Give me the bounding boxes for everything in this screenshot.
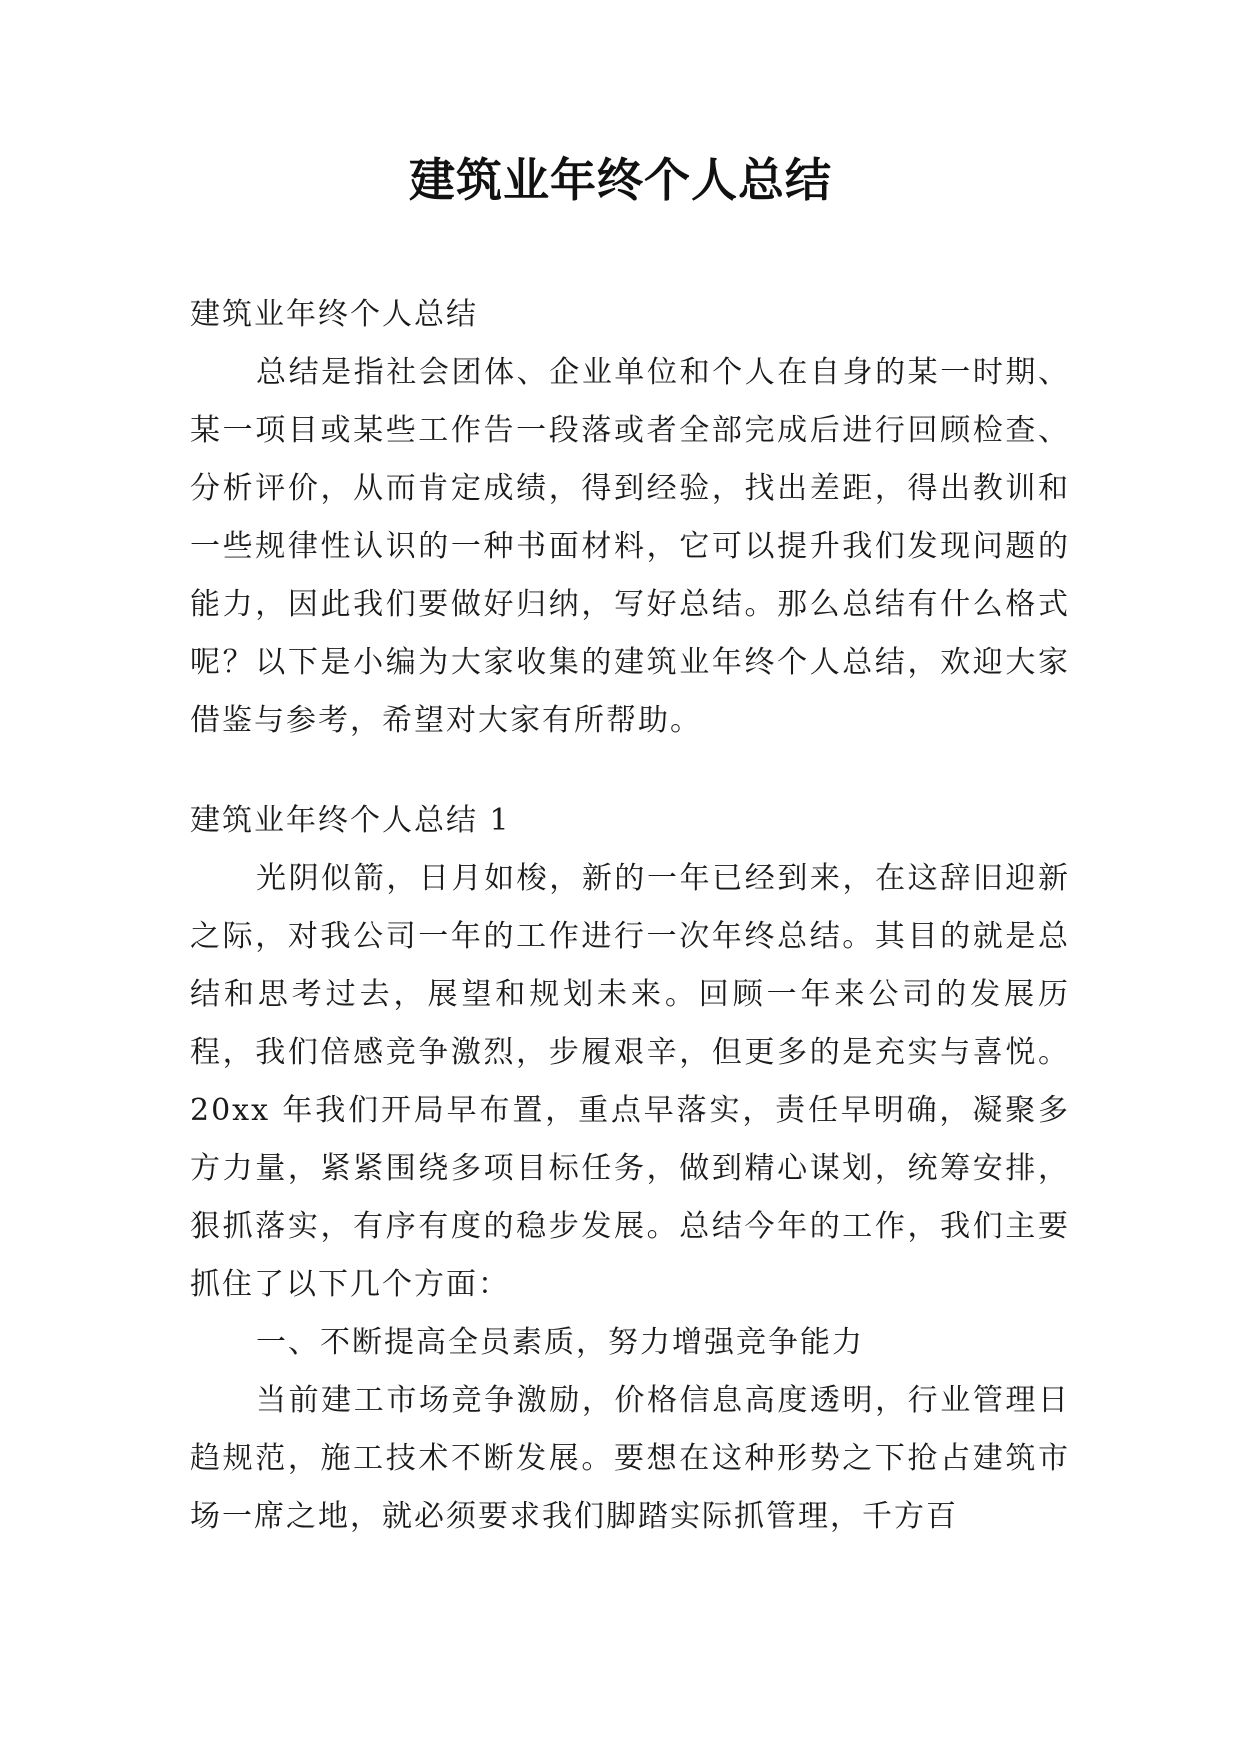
- section-1-subheading: 一、不断提高全员素质，努力增强竞争能力: [256, 1325, 864, 1360]
- section-1: [190, 792, 1070, 1546]
- intro-paragraph: 总结是指社会团体、企业单位和个人在自身的某一时期、某一项目或某些工作告一段落或者全部完成后进行回顾检查、分析评价，从而肯定成绩，得到经验，找出差距，得出教训和一些规律性认识的一种书面材料，它可以提升我们发现问题的能力，因此我们要做好归纳，写好总结。那么总结有什么格式呢？以下是小编为大家收集的建筑业年终个人总结，欢迎大家借鉴与参考，希望对大家有所帮助。: [190, 355, 1070, 738]
- intro-section: [190, 286, 1070, 750]
- intro-heading: 建筑业年终个人总结: [190, 297, 478, 332]
- document-title: 建筑业年终个人总结: [409, 153, 832, 207]
- section-1-paragraph-1: 光阴似箭，日月如梭，新的一年已经到来，在这辞旧迎新之际，对我公司一年的工作进行一次年终总结。其目的就是总结和思考过去，展望和规划未来。回顾一年来公司的发展历程，我们倍感竞争激烈，步履艰辛，但更多的是充实与喜悦。20xx 年我们开局早布置，重点早落实，责任早明确，凝聚多方力量，紧紧围绕多项目标任务，做到精心谋划，统筹安排，狠抓落实，有序有度的稳步发展。总结今年的工作，我们主要抓住了以下几个方面：: [190, 861, 1070, 1302]
- section-1-paragraph-2: 当前建工市场竞争激励，价格信息高度透明，行业管理日趋规范，施工技术不断发展。要想在这种形势之下抢占建筑市场一席之地，就必须要求我们脚踏实际抓管理，千方百: [190, 1383, 1070, 1534]
- section-1-heading: 建筑业年终个人总结 1: [190, 803, 511, 838]
